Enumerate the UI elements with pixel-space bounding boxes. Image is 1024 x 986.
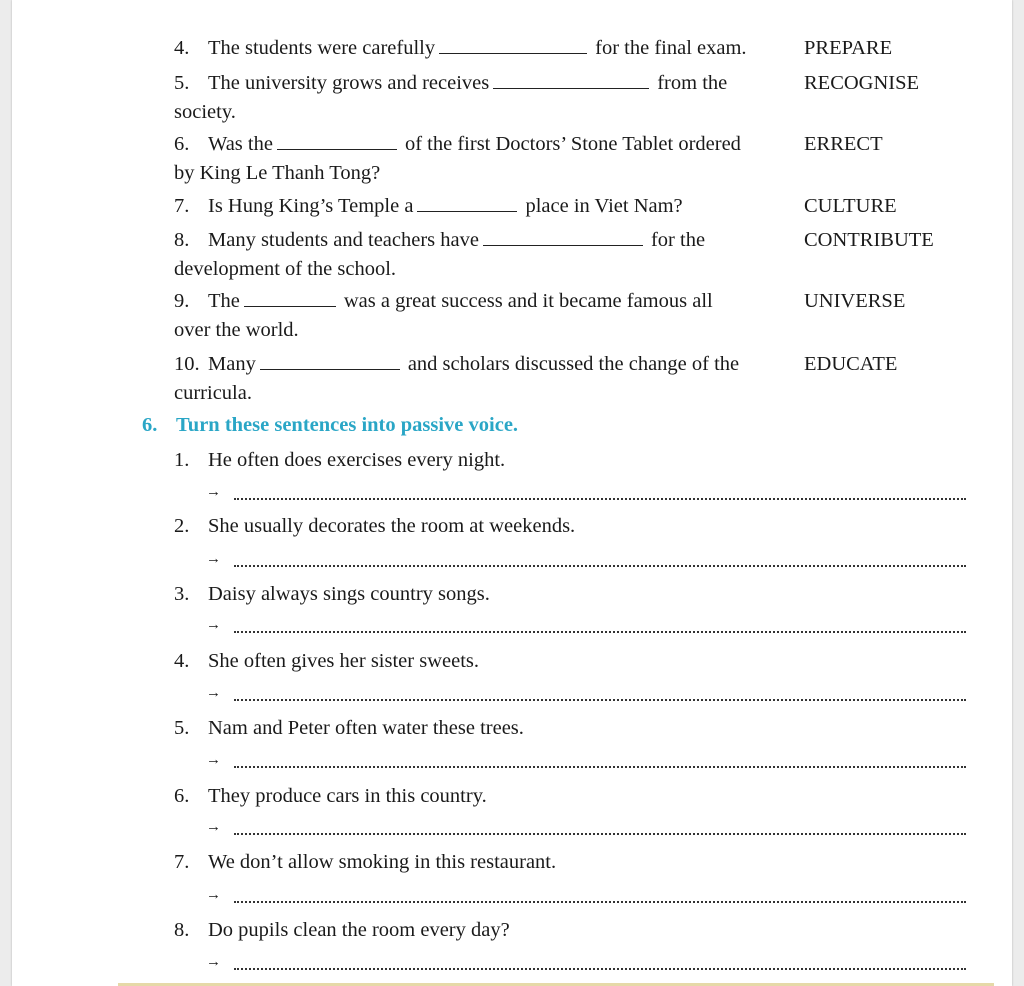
dotted-answer-space[interactable]: [234, 565, 966, 567]
item-number: 7.: [174, 851, 190, 873]
answer-line[interactable]: [206, 482, 966, 502]
item-sentence: We don’t allow smoking in this restaurant.: [208, 851, 557, 873]
arrow-icon: →: [206, 484, 221, 500]
item-sentence: She usually decorates the room at weekends.: [208, 515, 576, 537]
item-text-after: for the final exam.: [595, 37, 747, 59]
answer-line[interactable]: [206, 683, 966, 703]
keyword-educate: EDUCATE: [804, 353, 898, 375]
keyword-errect: ERRECT: [804, 133, 883, 155]
item-number: 3.: [174, 583, 190, 605]
answer-line[interactable]: [206, 952, 966, 972]
answer-line[interactable]: [206, 750, 966, 770]
section-heading: [142, 413, 518, 437]
answer-line[interactable]: [206, 885, 966, 905]
passive-item-7: [174, 850, 556, 874]
item-text-before: The university grows and receives: [208, 72, 490, 94]
item-sentence: He often does exercises every night.: [208, 449, 506, 471]
answer-blank[interactable]: [483, 229, 643, 246]
item-text-after: from the: [657, 72, 728, 94]
fill-item-5: [174, 71, 727, 95]
item-text-before: The: [208, 290, 240, 312]
item-number: 4.: [174, 37, 190, 59]
item-number: 9.: [174, 290, 190, 312]
arrow-icon: →: [206, 685, 221, 701]
fill-item-7: [174, 194, 683, 218]
fill-item-6: [174, 132, 741, 156]
item-sentence: Daisy always sings country songs.: [208, 583, 490, 605]
answer-blank[interactable]: [244, 290, 336, 307]
item-number: 5.: [174, 717, 190, 739]
dotted-answer-space[interactable]: [234, 901, 966, 903]
passive-item-3: [174, 582, 490, 606]
item-text-before: The students were carefully: [208, 37, 436, 59]
arrow-icon: →: [206, 954, 221, 970]
section-number: 6.: [142, 414, 158, 436]
item-sentence: They produce cars in this country.: [208, 785, 487, 807]
item-number: 7.: [174, 195, 190, 217]
answer-blank[interactable]: [277, 133, 397, 150]
item-text-before: Many students and teachers have: [208, 229, 479, 251]
item-continuation: over the world.: [174, 319, 299, 341]
fill-item-4: [174, 36, 747, 60]
item-text-after: of the first Doctors’ Stone Tablet ordered: [404, 133, 741, 155]
item-text-after: place in Viet Nam?: [525, 195, 683, 217]
passive-item-5: [174, 716, 524, 740]
passive-item-8: [174, 918, 510, 942]
arrow-icon: →: [206, 752, 221, 768]
arrow-icon: →: [206, 819, 221, 835]
dotted-answer-space[interactable]: [234, 631, 966, 633]
item-continuation: development of the school.: [174, 258, 397, 280]
item-text-after: and scholars discussed the change of the: [407, 353, 740, 375]
dotted-answer-space[interactable]: [234, 968, 966, 970]
item-text-before: Was the: [208, 133, 273, 155]
item-text-after: was a great success and it became famous all: [343, 290, 713, 312]
item-number: 6.: [174, 785, 190, 807]
answer-line[interactable]: [206, 615, 966, 635]
item-continuation: by King Le Thanh Tong?: [174, 162, 381, 184]
item-continuation: curricula.: [174, 382, 252, 404]
passive-item-2: [174, 514, 575, 538]
answer-blank[interactable]: [493, 72, 649, 89]
item-number: 6.: [174, 133, 190, 155]
answer-line[interactable]: [206, 549, 966, 569]
item-sentence: Nam and Peter often water these trees.: [208, 717, 524, 739]
fill-item-9: [174, 289, 713, 313]
answer-blank[interactable]: [439, 37, 587, 54]
fill-item-8: [174, 228, 705, 252]
passive-item-6: [174, 784, 487, 808]
item-continuation: society.: [174, 101, 236, 123]
section-title: Turn these sentences into passive voice.: [176, 414, 519, 436]
item-text-before: Many: [208, 353, 256, 375]
arrow-icon: →: [206, 551, 221, 567]
answer-blank[interactable]: [417, 195, 517, 212]
dotted-answer-space[interactable]: [234, 833, 966, 835]
fill-item-10: [174, 352, 739, 376]
dotted-answer-space[interactable]: [234, 699, 966, 701]
keyword-contribute: CONTRIBUTE: [804, 229, 934, 251]
dotted-answer-space[interactable]: [234, 498, 966, 500]
answer-line[interactable]: [206, 817, 966, 837]
passive-item-4: [174, 649, 479, 673]
item-number: 4.: [174, 650, 190, 672]
item-text-after: for the: [650, 229, 706, 251]
item-sentence: Do pupils clean the room every day?: [208, 919, 510, 941]
item-number: 1.: [174, 449, 190, 471]
item-number: 8.: [174, 229, 190, 251]
answer-blank[interactable]: [260, 353, 400, 370]
keyword-recognise: RECOGNISE: [804, 72, 920, 94]
keyword-prepare: PREPARE: [804, 37, 893, 59]
item-sentence: She often gives her sister sweets.: [208, 650, 479, 672]
item-number: 8.: [174, 919, 190, 941]
item-text-before: Is Hung King’s Temple a: [208, 195, 414, 217]
dotted-answer-space[interactable]: [234, 766, 966, 768]
keyword-universe: UNIVERSE: [804, 290, 906, 312]
item-number: 2.: [174, 515, 190, 537]
passive-item-1: [174, 448, 505, 472]
arrow-icon: →: [206, 887, 221, 903]
item-number: 5.: [174, 72, 190, 94]
keyword-culture: CULTURE: [804, 195, 897, 217]
item-number: 10.: [174, 353, 200, 375]
arrow-icon: →: [206, 617, 221, 633]
